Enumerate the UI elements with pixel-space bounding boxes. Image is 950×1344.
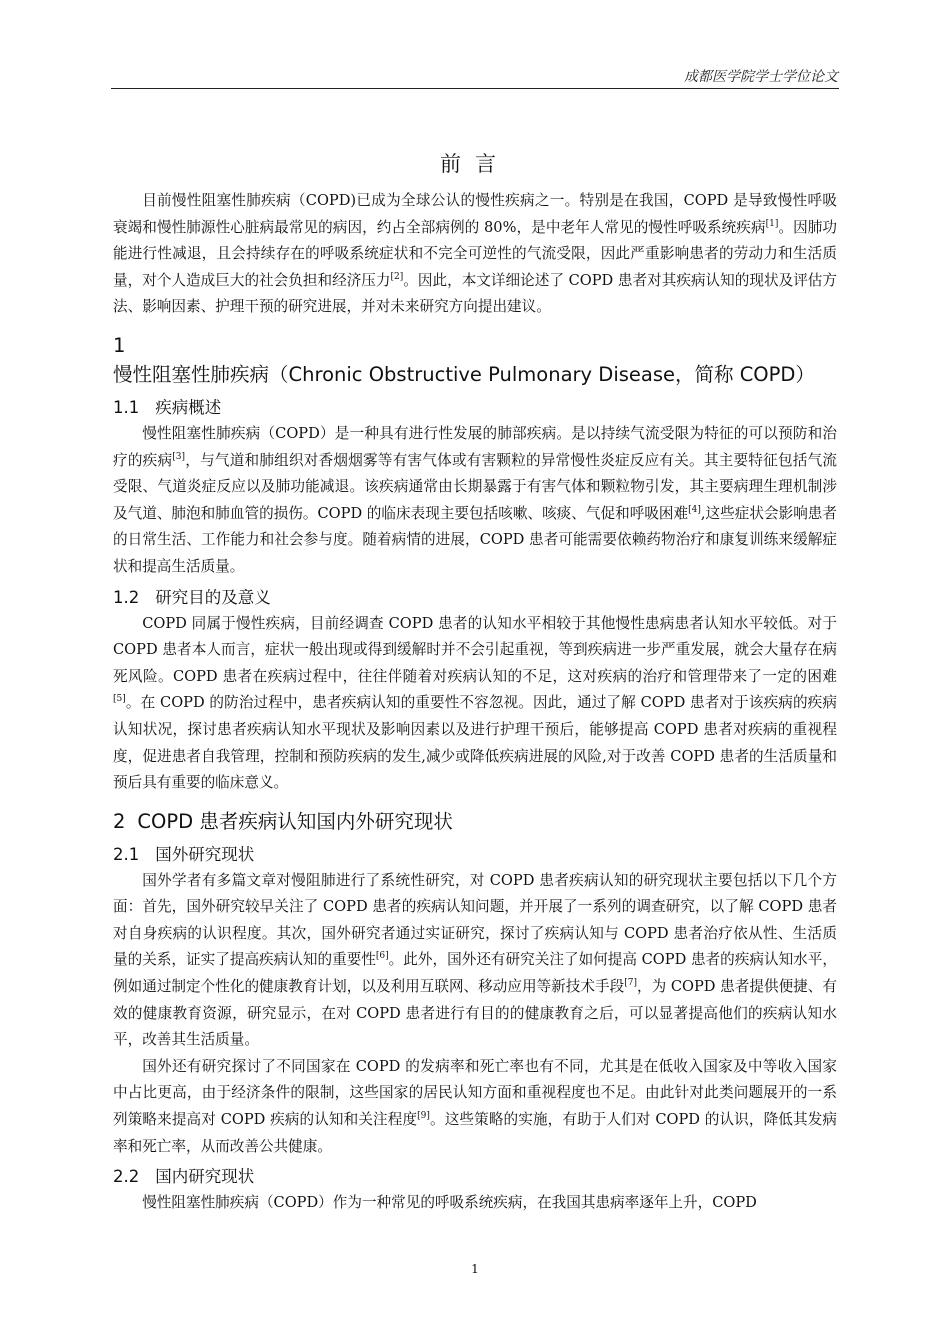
body-text: ，为 COPD 患者提供便捷、有效的健康教育资源，研究显示，在对 COPD 患者进行有目的的健康教育之后，可以显著提高他们的疾病认知水平，改善其生活质量。	[113, 978, 837, 1049]
subsection-number: 2.1	[113, 844, 140, 864]
preface-text: 目前慢性阻塞性肺疾病（COPD)已成为全球公认的慢性疾病之一。特别是在我国，COPD 是导致慢性呼吸衰竭和慢性肺源性心脏病最常见的病因，约占全部病例的 80%，是中老年人常见的慢性呼吸系统疾病	[113, 192, 837, 236]
subsection-title: 研究目的及意义	[155, 587, 271, 607]
subsection-title: 国内研究现状	[155, 1167, 255, 1187]
section-number: 2	[113, 809, 126, 833]
section-2-2-heading	[113, 1164, 837, 1190]
subsection-title: 疾病概述	[155, 397, 222, 417]
body-paragraph	[113, 868, 837, 1054]
body-paragraph	[113, 1054, 837, 1160]
subsection-number: 1.2	[113, 587, 140, 607]
body-paragraph	[113, 1190, 837, 1217]
citation[interactable]: [3]	[172, 451, 186, 462]
section-1-1-heading	[113, 395, 837, 421]
body-paragraph	[113, 611, 837, 797]
body-text: 慢性阻塞性肺疾病（COPD）作为一种常见的呼吸系统疾病，在我国其患病率逐年上升，COPD	[142, 1194, 757, 1212]
body-paragraph	[113, 421, 837, 581]
preface-paragraph	[113, 188, 837, 321]
body-text: ,这些症状会影响患者的日常生活、工作能力和社会参与度。随着病情的进展，COPD 患者可能需要依赖药物治疗和康复训练来缓解症状和提高生活质量。	[113, 504, 838, 575]
subsection-number: 1.1	[113, 397, 140, 417]
section-title: 慢性阻塞性肺疾病（Chronic Obstructive Pulmonary Disease，简称 COPD）	[113, 362, 815, 386]
body-text: 。在 COPD 的防治过程中，患者疾病认知的重要性不容忽视。因此，通过了解 COPD 患者对于该疾病的疾病认知状况，探讨患者疾病认知水平现状及影响因素以及进行护理干预后，能够提高 COPD 患者对疾病的重视程度，促进患者自我管理，控制和预防疾病的发生,减少或降低疾病进展的风险,对于改善 COPD 患者的生活质量和预后具有重要的临床意义。	[113, 694, 837, 792]
section-title: COPD 患者疾病认知国内外研究现状	[137, 809, 453, 833]
section-2-1-heading	[113, 842, 837, 868]
citation[interactable]: [4]	[688, 504, 701, 515]
section-1-2-heading	[113, 585, 837, 611]
citation[interactable]: [1]	[765, 218, 779, 229]
citation[interactable]: [5]	[113, 694, 126, 705]
section-number: 1	[113, 333, 126, 357]
section-2-heading	[113, 807, 837, 836]
body-text: ，与气道和肺组织对香烟烟雾等有害气体或有害颗粒的异常慢性炎症反应有关。其主要特征包括气流受限、气道炎症反应以及肺功能减退。该疾病通常由长期暴露于有害气体和颗粒物引发，其主要病理生理机制涉及气道、肺泡和肺血管的损伤。COPD 的临床表现主要包括咳嗽、咳痰、气促和呼吸困难	[113, 451, 837, 522]
page-content	[113, 148, 837, 1217]
preface-text: 。因肺功能进行性减退，且会持续存在的呼吸系统症状和不完全可逆性的气流受限，因此严重影响患者的劳动力和生活质量，对个人造成巨大的社会负担和经济压力	[113, 218, 837, 289]
body-text: 慢性阻塞性肺疾病（COPD）是一种具有进行性发展的肺部疾病。是以持续气流受限为特征的可以预防和治疗的疾病	[113, 424, 837, 469]
subsection-number: 2.2	[113, 1167, 140, 1187]
section-1-heading	[113, 331, 837, 389]
citation[interactable]: [6]	[375, 951, 389, 962]
page-number: 1	[471, 1262, 479, 1276]
body-text: COPD 同属于慢性疾病，目前经调查 COPD 患者的认知水平相较于其他慢性患病患者认知水平较低。对于 COPD 患者本人而言，症状一般出现或得到缓解时并不会引起重视，等到疾病进一步严重发展，就会大量存在病死风险。COPD 患者在疾病过程中，往往伴随着对疾病认知的不足，这对疾病的治疗和管理带来了一定的困难	[113, 614, 837, 685]
body-text: 。此外，国外还有研究关注了如何提高 COPD 患者的疾病认知水平，例如通过制定个性化的健康教育计划，以及利用互联网、移动应用等新技术手段	[113, 951, 837, 996]
header-rule	[111, 88, 839, 89]
body-text: 。这些策略的实施，有助于人们对 COPD 的认识，降低其发病率和死亡率，从而改善公共健康。	[113, 1111, 837, 1155]
citation[interactable]: [2]	[390, 271, 404, 282]
running-header: 成都医学院学士学位论文	[684, 69, 838, 85]
citation[interactable]: [7]	[624, 978, 637, 989]
preface-text: 。因此，本文详细论述了 COPD 患者对其疾病认知的现状及评估方法、影响因素、护理干预的研究进展，并对未来研究方向提出建议。	[113, 271, 837, 316]
citation[interactable]: [9]	[417, 1111, 430, 1122]
body-text: 国外还有研究探讨了不同国家在 COPD 的发病率和死亡率也有不同，尤其是在低收入国家及中等收入国家中占比更高，由于经济条件的限制，这些国家的居民认知方面和重视程度也不足。由此针对此类问题展开的一系列策略来提高对 COPD 疾病的认知和关注程度	[113, 1057, 837, 1129]
preface-title: 前言	[440, 152, 510, 176]
subsection-title: 国外研究现状	[155, 844, 255, 864]
body-text: 国外学者有多篇文章对慢阻肺进行了系统性研究，对 COPD 患者疾病认知的研究现状主要包括以下几个方面：首先，国外研究较早关注了 COPD 患者的疾病认知问题，并开展了一系列的调查研究，以了解 COPD 患者对自身疾病的认识程度。其次，国外研究者通过实证研究，探讨了疾病认知与 COPD 患者治疗依从性、生活质量的关系，证实了提高疾病认知的重要性	[113, 871, 837, 969]
